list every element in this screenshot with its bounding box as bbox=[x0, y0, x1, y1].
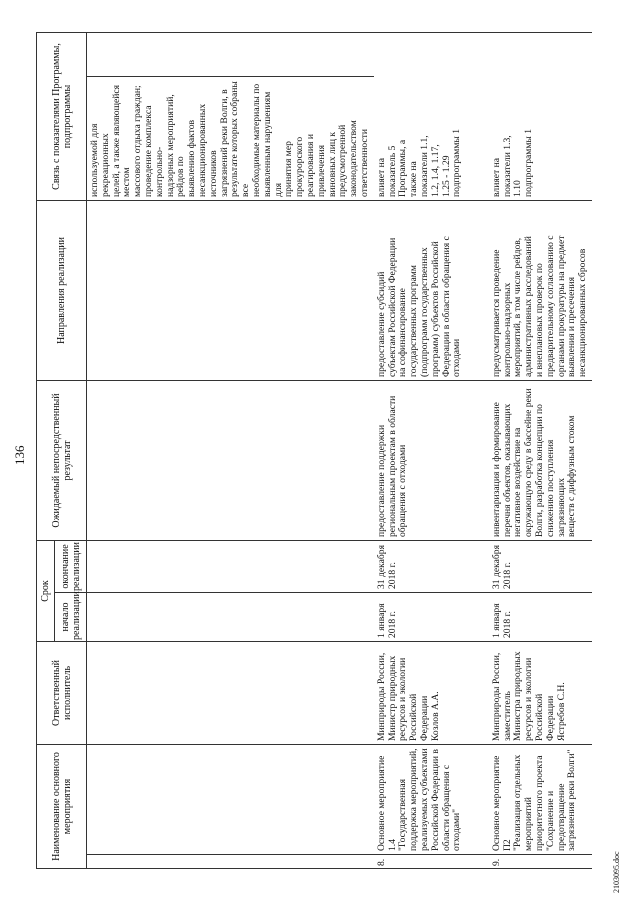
header-end: окончание реализации bbox=[55, 541, 87, 593]
header-result: Ожидаемый непосредственный результат bbox=[37, 381, 87, 541]
row-responsible: Минприроды России, Министр природных ресурсов и экологии Российской Федерации Козлов А.А. bbox=[374, 642, 489, 745]
row-number: 8. bbox=[374, 855, 489, 869]
row-responsible: Минприроды России, заместитель Министра природных ресурсов и экологии Российской Федерации Ястребов С.Н. bbox=[489, 642, 592, 745]
continuation-directions: используемой для рекреационных целей, а также являющейся местом массового отдыха граждан; проведение комплекса контрольно- надзорных мероприятий, рейдов по выявлению фактов несанкционированных источников загрязнений реки Волги, в результате которых собраны все необходимые материалы по выявленным нарушениям для принятия мер прокурорского реагирования и привлечения виновных лиц к предусмотренной законодательством ответственности bbox=[87, 77, 374, 201]
row-link: влияет на показатель 5 Программы, а также на показатели 1.1, 1.2, 1.4, 1.17, 1.25 - 1.29 подпрограммы 1 bbox=[374, 32, 489, 200]
row-name: Основное мероприятие П2 "Реализация отдельных мероприятий приоритетного проекта "Сохранение и предотвращение загрязнения реки Волги" bbox=[489, 745, 592, 855]
header-start: начало реализации bbox=[55, 593, 87, 642]
row-result: инвентаризация и формирование перечня объектов, оказывающих негативное воздействие на окружающую среду в бассейне реки Волги, разработка концепции по снижению поступления загрязняющих веществ с диффузным стоком bbox=[489, 381, 592, 541]
row-end: 31 декабря 2018 г. bbox=[489, 541, 592, 593]
header-directions: Направления реализации bbox=[37, 201, 87, 381]
page-number: 136 bbox=[12, 445, 27, 465]
row-start: 1 января 2018 г. bbox=[489, 593, 592, 642]
header-term: Срок bbox=[37, 541, 55, 642]
table-row bbox=[374, 32, 489, 868]
row-number: 9. bbox=[489, 855, 592, 869]
table-row bbox=[489, 32, 592, 868]
row-directions: предусматривается проведение контрольно-надзорных мероприятий, в том числе рейдов, административных расследований и внеплановых проверок по предварительному согласованию с органами прокуратуры на предмет выявления и пресечения несанкционированных сбросов bbox=[489, 201, 592, 381]
header-name: Наименование основного мероприятия bbox=[37, 745, 87, 869]
file-code: 2103095.doc bbox=[612, 851, 621, 893]
table-row-continuation bbox=[87, 32, 374, 868]
row-end: 31 декабря 2018 г. bbox=[374, 541, 489, 593]
row-result: предоставление поддержки региональным проектам в области обращения с отходами bbox=[374, 381, 489, 541]
row-start: 1 января 2018 г. bbox=[374, 593, 489, 642]
header-responsible: Ответственный исполнитель bbox=[37, 642, 87, 745]
row-directions: предоставление субсидий субъектам Российской Федерации на софинансирование государственных программ (подпрограмм государственных программ) субъектов Российской Федерации в области обращения с отходами bbox=[374, 201, 489, 381]
row-link: влияет на показатели 1.3, 1.10 подпрограммы 1 bbox=[489, 32, 592, 200]
header-link: Связь с показателями Программы, подпрограммы bbox=[37, 32, 87, 200]
row-name: Основное мероприятие 1.4 "Государственная поддержка мероприятий, реализуемых субъектами Российской Федерации в области обращения с отходами" bbox=[374, 745, 489, 855]
measures-table bbox=[36, 33, 589, 869]
